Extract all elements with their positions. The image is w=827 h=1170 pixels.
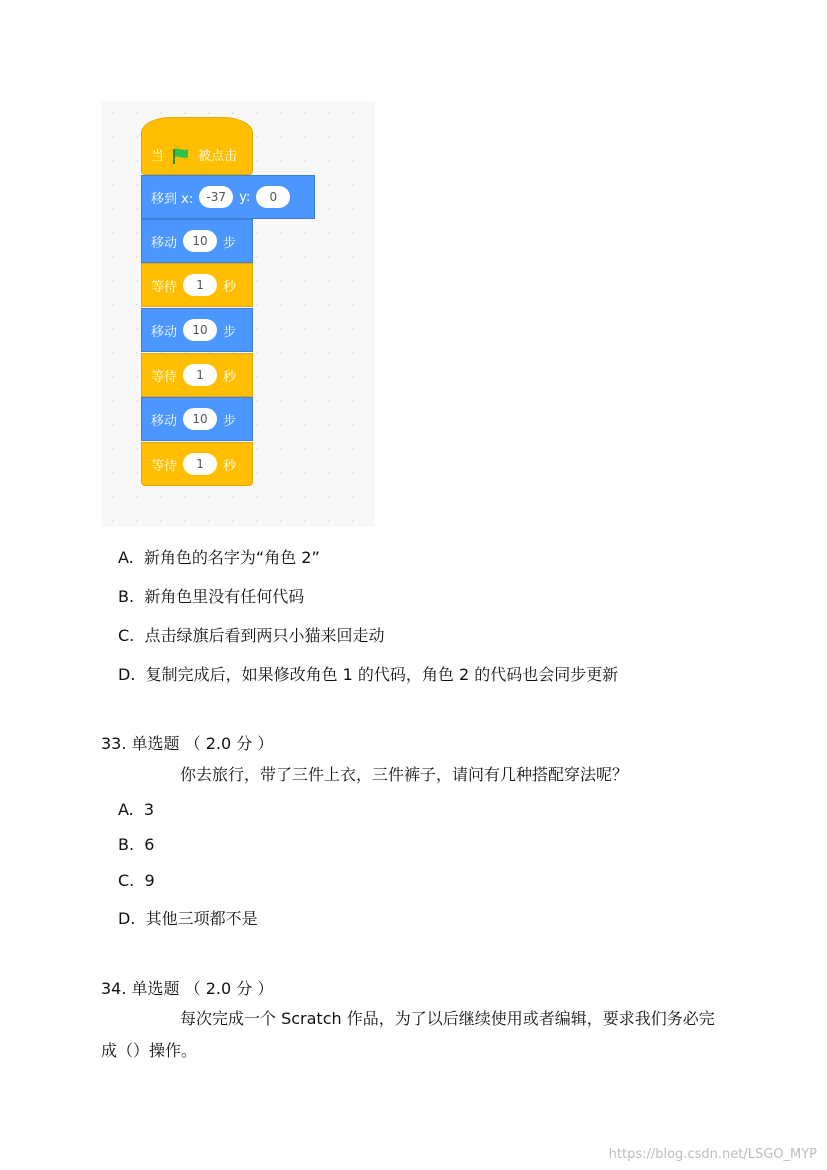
question-34-header: 34. 单选题 （ 2.0 分 ）	[101, 979, 274, 998]
wait-seconds-block	[141, 353, 253, 397]
move-unit: 步	[223, 235, 237, 251]
move-unit: 步	[223, 324, 237, 340]
option-text: 点击绿旗后看到两只小猫来回走动	[144, 626, 385, 645]
y-value-input: 0	[256, 186, 290, 208]
option-text: 9	[144, 871, 155, 890]
option-letter: A.	[118, 800, 134, 819]
move-value-input: 10	[183, 230, 217, 252]
move-value-input: 10	[183, 408, 217, 430]
move-label: 移动	[151, 324, 178, 340]
wait-value-input: 1	[183, 364, 217, 386]
option-d	[118, 906, 258, 929]
x-value-input: -37	[199, 186, 233, 208]
option-a	[118, 800, 154, 819]
option-letter: B.	[118, 835, 135, 854]
option-c	[118, 871, 155, 890]
wait-seconds-block	[141, 442, 253, 486]
question-33-text: 你去旅行，带了三件上衣，三件裤子，请问有几种搭配穿法呢？	[180, 765, 629, 784]
option-letter: C.	[118, 871, 135, 890]
move-label: 移动	[151, 235, 178, 251]
question-34-text-line1: 每次完成一个 Scratch 作品，为了以后继续使用或者编辑，要求我们务必完	[180, 1009, 715, 1028]
option-b	[118, 835, 154, 854]
option-text: 6	[144, 835, 155, 854]
green-flag-icon	[172, 148, 190, 164]
option-text: 新角色里没有任何代码	[144, 587, 305, 606]
move-steps-block	[141, 308, 253, 352]
option-d	[118, 662, 618, 685]
option-letter: C.	[118, 626, 135, 645]
goto-label: 移到 x:	[151, 191, 194, 207]
question-33-header: 33. 单选题 （ 2.0 分 ）	[101, 734, 274, 753]
option-text: 其他三项都不是	[145, 909, 258, 928]
hat-pre-label: 当	[151, 149, 165, 164]
option-b	[118, 584, 304, 607]
move-steps-block	[141, 397, 253, 441]
y-label: y:	[239, 189, 251, 205]
option-text: 3	[143, 800, 155, 819]
wait-label: 等待	[151, 458, 178, 474]
wait-unit: 秒	[223, 458, 237, 474]
wait-label: 等待	[151, 369, 178, 385]
option-c	[118, 623, 384, 646]
hat-post-label: 被点击	[198, 149, 238, 164]
wait-value-input: 1	[183, 274, 217, 296]
move-value-input: 10	[183, 319, 217, 341]
move-unit: 步	[223, 413, 237, 429]
move-label: 移动	[151, 413, 178, 429]
wait-unit: 秒	[223, 369, 237, 385]
option-a	[118, 545, 320, 568]
option-letter: D.	[118, 665, 136, 684]
move-steps-block	[141, 219, 253, 263]
question-34-text-line2: 成（）操作。	[101, 1041, 198, 1060]
watermark: https://blog.csdn.net/LSGO_MYP	[608, 1147, 817, 1162]
option-letter: B.	[118, 587, 135, 606]
when-flag-clicked-block	[141, 117, 253, 175]
option-letter: D.	[118, 909, 136, 928]
option-text: 复制完成后，如果修改角色 1 的代码，角色 2 的代码也会同步更新	[145, 665, 619, 684]
wait-unit: 秒	[223, 279, 237, 295]
option-text: 新角色的名字为“角色 2”	[143, 548, 320, 567]
goto-xy-block	[141, 175, 315, 219]
wait-seconds-block	[141, 263, 253, 307]
wait-value-input: 1	[183, 453, 217, 475]
wait-label: 等待	[151, 279, 178, 295]
option-letter: A.	[118, 548, 134, 567]
